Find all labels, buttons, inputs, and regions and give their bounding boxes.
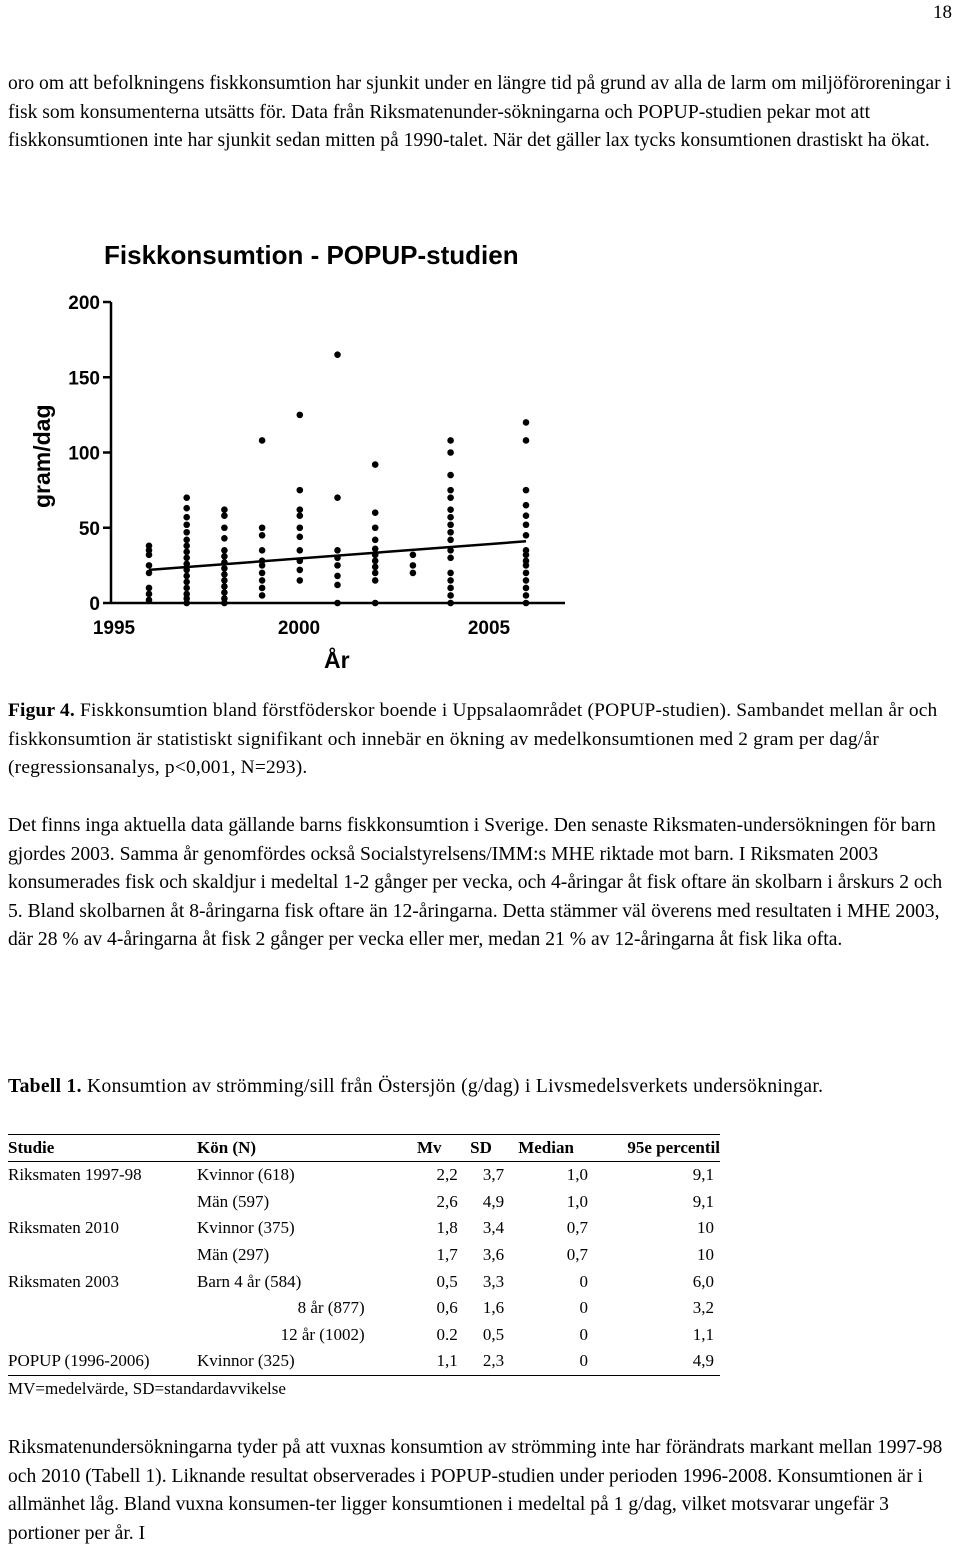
- data-point: [259, 437, 266, 444]
- data-point: [447, 521, 454, 528]
- data-point: [447, 555, 454, 562]
- data-point: [183, 591, 190, 598]
- cell-sd: 0,5: [482, 1324, 505, 1344]
- cell-p95: 9,1: [692, 1191, 714, 1211]
- cell-median: 1,0: [566, 1165, 588, 1185]
- cell-median: 0,7: [566, 1218, 588, 1238]
- data-point: [146, 597, 153, 604]
- header-percentile: 95e percentil: [588, 1135, 720, 1162]
- data-point: [183, 536, 190, 543]
- data-point: [447, 494, 454, 501]
- y-tick-label: 150: [68, 368, 100, 390]
- cell-median: 0: [579, 1324, 588, 1344]
- data-point: [523, 532, 530, 539]
- chart-title: Fiskkonsumtion - POPUP-studien: [104, 240, 519, 270]
- cell-p95: 10: [697, 1218, 714, 1238]
- cell-study: POPUP (1996-2006): [8, 1348, 197, 1375]
- table-header-row: [8, 1135, 720, 1162]
- cell-sd: 3,7: [482, 1165, 505, 1185]
- data-point: [297, 487, 304, 494]
- data-point: [146, 591, 153, 598]
- data-point: [221, 571, 228, 578]
- data-point: [372, 570, 379, 577]
- x-tick-label: 2005: [467, 618, 511, 639]
- data-point: [447, 585, 454, 592]
- data-point: [447, 506, 454, 513]
- cell-sd: 3,6: [482, 1245, 505, 1265]
- data-point: [221, 535, 228, 542]
- figure-caption: [8, 697, 953, 783]
- data-point: [523, 570, 530, 577]
- data-point: [447, 577, 454, 584]
- data-point: [183, 521, 190, 528]
- table-row: [8, 1348, 720, 1375]
- data-point: [183, 505, 190, 512]
- cell-median: 0,7: [566, 1245, 588, 1265]
- data-point: [523, 600, 530, 607]
- table-note: MV=medelvärde, SD=standardavvikelse: [8, 1379, 286, 1398]
- cell-mv: 2,6: [436, 1191, 458, 1211]
- data-point: [297, 567, 304, 574]
- x-tick-label: 1995: [92, 618, 136, 639]
- data-point: [523, 585, 530, 592]
- x-tick-label: 2000: [277, 618, 321, 639]
- cell-median: 0: [579, 1298, 588, 1318]
- data-point: [146, 562, 153, 569]
- data-point: [221, 565, 228, 572]
- cell-mv: 1,1: [401, 1348, 458, 1375]
- data-point: [334, 547, 341, 554]
- data-point: [523, 577, 530, 584]
- cell-study: [8, 1322, 197, 1349]
- data-point: [297, 512, 304, 519]
- data-point: [447, 536, 454, 543]
- herring-consumption-table: [8, 1134, 720, 1376]
- cell-study: Riksmaten 2010: [8, 1218, 119, 1238]
- table-row: [8, 1295, 720, 1322]
- cell-mv: 0,6: [436, 1298, 458, 1318]
- data-point: [259, 585, 266, 592]
- data-point: [259, 547, 266, 554]
- data-point: [297, 506, 304, 513]
- data-point: [523, 419, 530, 426]
- data-point: [523, 437, 530, 444]
- data-point: [259, 592, 266, 599]
- cell-p95: 4,9: [588, 1348, 720, 1375]
- data-point: [523, 521, 530, 528]
- table-row: [8, 1189, 720, 1216]
- cell-median: 0: [579, 1271, 588, 1291]
- data-point: [447, 487, 454, 494]
- data-point: [221, 589, 228, 596]
- cell-group: Kvinnor (618): [196, 1165, 295, 1185]
- data-point: [372, 600, 379, 607]
- data-point: [447, 514, 454, 521]
- data-point: [523, 558, 530, 565]
- data-point: [447, 437, 454, 444]
- table-row: [8, 1322, 720, 1349]
- cell-p95: 6,0: [692, 1271, 714, 1291]
- chart-xlabel: År: [324, 647, 350, 673]
- data-point: [221, 512, 228, 519]
- cell-group: Barn 4 år (584): [196, 1271, 302, 1291]
- cell-median: 0: [504, 1348, 588, 1375]
- cell-study: [8, 1242, 197, 1269]
- y-tick-label: 50: [78, 518, 100, 540]
- data-point: [523, 592, 530, 599]
- y-ticks: [68, 293, 111, 615]
- data-point: [297, 533, 304, 540]
- cell-group: Kvinnor (325): [197, 1348, 401, 1375]
- data-point: [447, 592, 454, 599]
- cell-sd: 4,9: [482, 1191, 505, 1211]
- data-point: [221, 506, 228, 513]
- data-point: [410, 552, 417, 559]
- table-caption-label: Tabell 1.: [8, 1076, 82, 1097]
- figure-caption-label: Figur 4.: [8, 700, 75, 721]
- cell-study: Riksmaten 2003: [8, 1271, 119, 1291]
- data-point: [221, 553, 228, 560]
- data-point: [297, 577, 304, 584]
- table-row: [8, 1242, 720, 1269]
- data-point: [259, 570, 266, 577]
- data-point: [221, 595, 228, 602]
- y-tick-label: 200: [68, 293, 100, 314]
- data-point: [221, 583, 228, 590]
- paragraph-children: Det finns inga aktuella data gällande barns fiskkonsumtion i Sverige. Den senaste Riksmaten-undersökningen för barn gjordes 2003. Samma år genomfördes också Socialstyrelsens/IMM:s MHE riktade mot barn. I Riksmaten 2003 konsumerades fisk och skaldjur i medeltal 1-2 gånger per vecka, och 4-åringar åt fisk oftare än skolbarn i årskurs 2 och 5. Bland skolbarnen åt 8-åringarna fisk oftare än 12-åringarna. Detta stämmer väl överens med resultaten i MHE 2003, där 28 % av 4-åringarna åt fisk 2 gånger per vecka eller mer, medan 21 % av 12-åringarna åt fisk lika ofta.: [8, 815, 943, 950]
- data-point: [372, 577, 379, 584]
- data-point: [523, 547, 530, 554]
- cell-group: Män (297): [196, 1245, 270, 1265]
- data-point: [334, 351, 341, 358]
- data-point: [447, 472, 454, 479]
- cell-p95: 3,2: [692, 1298, 714, 1318]
- data-point: [447, 529, 454, 536]
- data-point: [372, 509, 379, 516]
- header-studie: Studie: [8, 1135, 197, 1162]
- data-point: [183, 514, 190, 521]
- cell-p95: 10: [697, 1245, 714, 1265]
- y-tick-label: 100: [68, 443, 100, 465]
- data-point: [297, 524, 304, 531]
- data-point: [297, 412, 304, 419]
- data-point: [334, 600, 341, 607]
- cell-mv: 2,2: [436, 1165, 458, 1185]
- data-point: [334, 494, 341, 501]
- data-point: [259, 577, 266, 584]
- fish-consumption-chart: [0, 230, 600, 685]
- data-point: [410, 562, 417, 569]
- data-point: [523, 502, 530, 509]
- data-point: [523, 487, 530, 494]
- cell-group: Män (597): [196, 1191, 270, 1211]
- data-point: [183, 529, 190, 536]
- data-point: [372, 564, 379, 571]
- cell-study: [8, 1295, 197, 1322]
- data-point: [334, 582, 341, 589]
- table-row: [8, 1215, 720, 1242]
- cell-sd: 2,3: [458, 1348, 504, 1375]
- x-ticks: [93, 618, 511, 639]
- header-median: Median: [504, 1135, 588, 1162]
- cell-p95: 9,1: [692, 1165, 714, 1185]
- data-point: [447, 600, 454, 607]
- cell-group: 12 år (1002): [280, 1324, 365, 1344]
- cell-p95: 1,1: [692, 1324, 714, 1344]
- y-tick-label: 0: [89, 594, 100, 615]
- cell-sd: 1,6: [482, 1298, 505, 1318]
- table-row: [8, 1268, 720, 1295]
- table-body: [8, 1162, 720, 1376]
- cell-median: 1,0: [566, 1191, 588, 1211]
- data-point: [334, 562, 341, 569]
- table-row: [8, 1162, 720, 1189]
- data-point: [183, 573, 190, 580]
- data-point: [183, 585, 190, 592]
- cell-study: Riksmaten 1997-98: [8, 1165, 142, 1185]
- cell-sd: 3,4: [482, 1218, 505, 1238]
- data-point: [447, 449, 454, 456]
- data-point: [297, 547, 304, 554]
- cell-study: [8, 1189, 197, 1216]
- data-point: [334, 573, 341, 580]
- data-point: [221, 524, 228, 531]
- header-sd: SD: [458, 1135, 504, 1162]
- data-point: [259, 532, 266, 539]
- data-point: [372, 536, 379, 543]
- data-point: [221, 547, 228, 554]
- header-mv: Mv: [401, 1135, 458, 1162]
- cell-mv: 1,7: [436, 1245, 458, 1265]
- data-point: [410, 570, 417, 577]
- data-point: [146, 543, 153, 550]
- table-caption-text: Konsumtion av strömming/sill från Östersjön (g/dag) i Livsmedelsverkets undersökningar.: [81, 1076, 824, 1097]
- data-point: [146, 585, 153, 592]
- data-point: [221, 577, 228, 584]
- page-number: 18: [933, 2, 952, 23]
- cell-group: Kvinnor (375): [196, 1218, 295, 1238]
- data-point: [183, 549, 190, 556]
- cell-group: 8 år (877): [297, 1298, 365, 1318]
- data-point: [372, 558, 379, 565]
- paragraph-intro: oro om att befolkningens fiskkonsumtion har sjunkit under en längre tid på grund av alla de larm om miljöföroreningar i fisk som konsumenterna utsätts för. Data från Riksmatenunder-sökningarna och POPUP-studien pekar mot att fiskkonsumtionen inte har sjunkit sedan mitten på 1990-talet. När det gäller lax tycks konsumtionen drastiskt ha ökat.: [8, 73, 952, 151]
- data-point: [183, 543, 190, 550]
- paragraph-conclusion: Riksmatenundersökningarna tyder på att vuxnas konsumtion av strömming inte har förändrats markant mellan 1997-98 och 2010 (Tabell 1). Liknande resultat observerades i POPUP-studien under perioden 1996-2008. Konsumtionen är i allmänhet låg. Bland vuxna konsumen-ter ligger konsumtionen i medeltal på 1 g/dag, vilket motsvarar ungefär 3 portioner per år. I: [8, 1437, 943, 1544]
- table-caption: [8, 1074, 908, 1100]
- cell-sd: 3,3: [482, 1271, 505, 1291]
- cell-mv: 1,8: [436, 1218, 458, 1238]
- header-kon: Kön (N): [197, 1135, 401, 1162]
- cell-mv: 0.2: [436, 1324, 458, 1344]
- data-point: [372, 546, 379, 553]
- data-point: [523, 512, 530, 519]
- figure-caption-text: Fiskkonsumtion bland förstföderskor boende i Uppsalaområdet (POPUP-studien). Sambandet mellan år och fiskkonsumtion är statistiskt signifikant och innebär en ökning av medelkonsumtionen med 2 gram per dag/år (regressionsanalys, p<0,001, N=293).: [8, 700, 938, 778]
- data-point: [183, 579, 190, 586]
- data-point: [259, 524, 266, 531]
- data-point: [183, 494, 190, 501]
- data-point: [372, 524, 379, 531]
- chart-ylabel: gram/dag: [29, 404, 55, 508]
- data-point: [372, 461, 379, 468]
- scatter-points: [146, 351, 530, 606]
- cell-mv: 0,5: [436, 1271, 458, 1291]
- data-point: [447, 570, 454, 577]
- data-point: [183, 555, 190, 562]
